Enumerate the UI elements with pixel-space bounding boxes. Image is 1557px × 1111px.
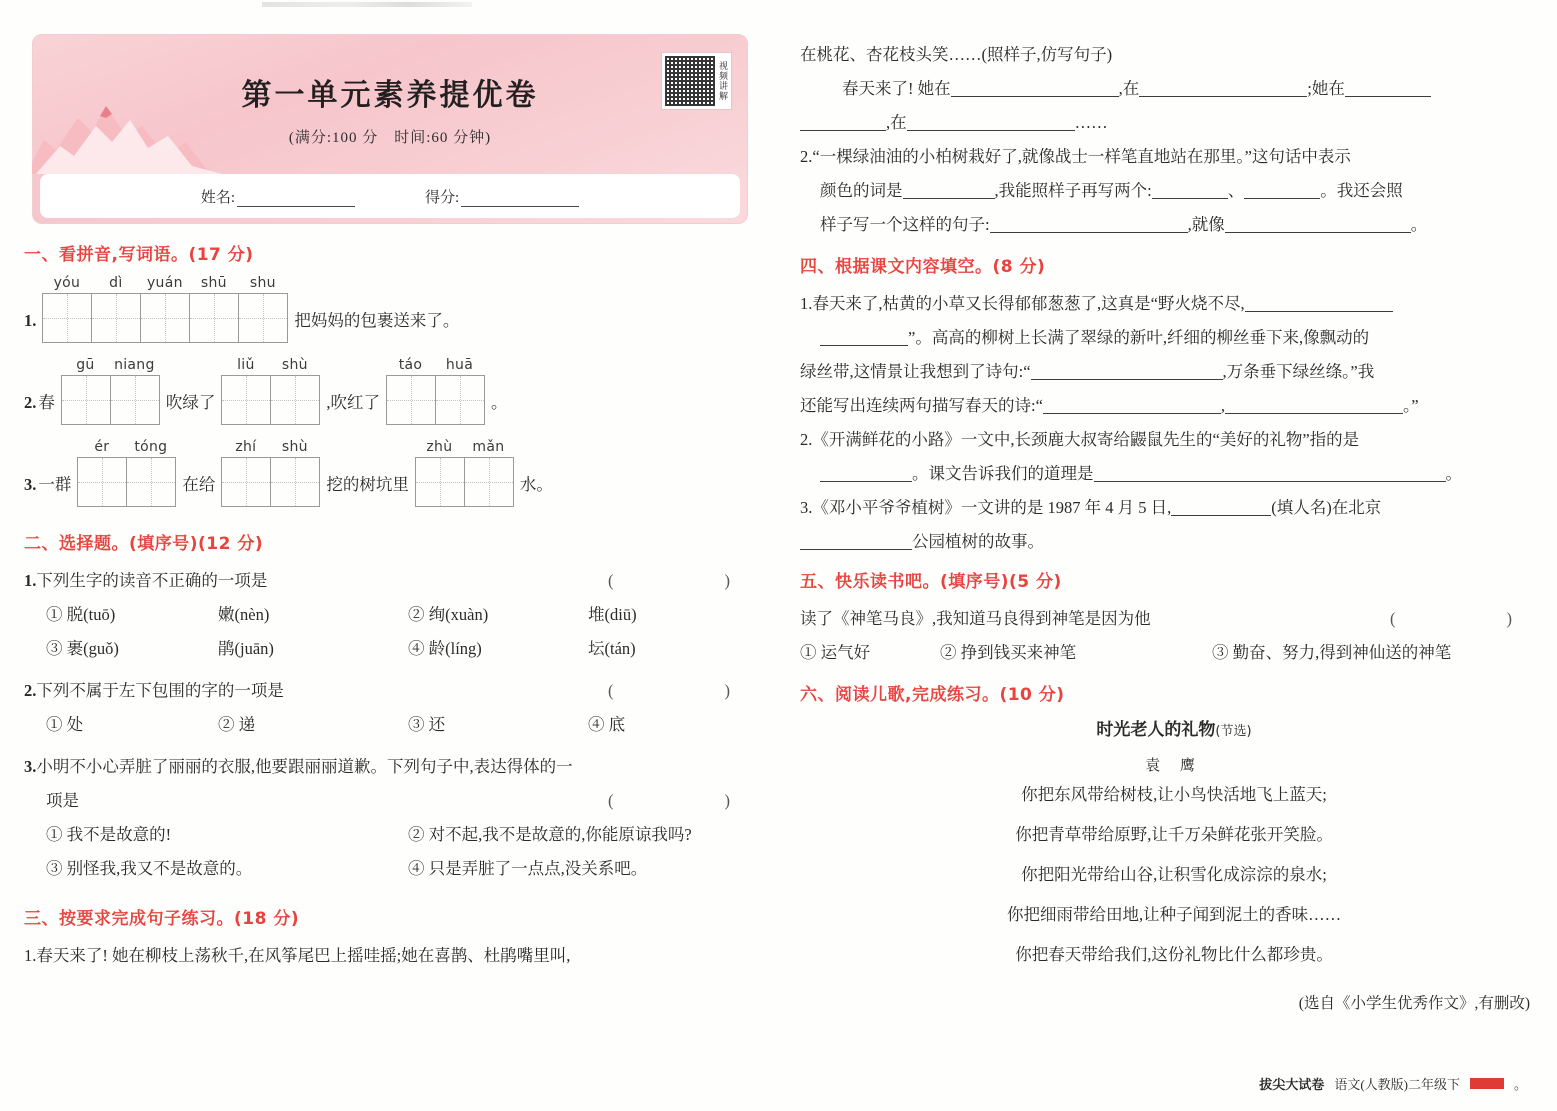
answer-blank[interactable] bbox=[1043, 397, 1221, 414]
s1-q2-grid-unit-3 bbox=[386, 357, 485, 425]
score-label: 得分: bbox=[425, 189, 460, 206]
paper-header-banner bbox=[32, 34, 748, 224]
answer-blank[interactable] bbox=[1345, 80, 1431, 97]
answer-blank[interactable] bbox=[907, 114, 1075, 131]
pinyin-syllable: shū bbox=[200, 275, 227, 291]
pinyin-syllable: yuán bbox=[146, 275, 183, 291]
s1-q2-pinyin-1 bbox=[61, 357, 160, 373]
answer-blank[interactable] bbox=[1152, 182, 1228, 199]
name-input[interactable] bbox=[237, 191, 355, 207]
character-grid[interactable] bbox=[77, 457, 176, 507]
option-item[interactable]: ③ 勤奋、努力,得到神仙送的神笔 bbox=[1212, 643, 1452, 662]
answer-parenthesis[interactable]: ( ) bbox=[608, 681, 756, 700]
pinyin-syllable: shù bbox=[281, 357, 308, 373]
s2-q3-text-cont: 项是 bbox=[46, 791, 79, 810]
s1-q3-after-2: 挖的树坑里 bbox=[326, 475, 409, 494]
s4-q1-l4b: , bbox=[1220, 396, 1226, 415]
answer-blank[interactable] bbox=[820, 329, 908, 346]
pinyin-syllable: ér bbox=[94, 439, 110, 455]
character-grid[interactable] bbox=[415, 457, 514, 507]
poem-line: 你把春天带给我们,这份礼物比什么都珍贵。 bbox=[1015, 945, 1333, 964]
s1-q3-grid-unit-3 bbox=[415, 439, 514, 507]
s4-q1-l2a: ”。高高的柳树上长满了翠绿的新叶,纤细的柳丝垂下来,像飘动的 bbox=[908, 328, 1370, 347]
right-column bbox=[800, 0, 1548, 1111]
pinyin-syllable: liǔ bbox=[237, 357, 255, 373]
option-item[interactable]: 鹃(juān) bbox=[218, 639, 274, 658]
option-item[interactable]: ④ 底 bbox=[588, 715, 626, 734]
character-grid[interactable] bbox=[61, 375, 160, 425]
grid-cell[interactable] bbox=[190, 294, 239, 342]
answer-blank[interactable] bbox=[1171, 499, 1271, 516]
s5-stem-text: 读了《神笔马良》,我知道马良得到神笔是因为他 bbox=[800, 609, 1151, 628]
answer-blank[interactable] bbox=[1225, 397, 1403, 414]
s3-q2-l2b: ,我能照样子再写两个: bbox=[994, 181, 1152, 200]
s3-q2-l2c: 、 bbox=[1227, 181, 1245, 200]
s1-q2-grid-unit-1 bbox=[61, 357, 160, 425]
option-item[interactable]: ② 递 bbox=[218, 715, 256, 734]
s2-q3-options-row-2 bbox=[46, 852, 766, 886]
s3-q2-l2a: 颜色的词是 bbox=[820, 181, 903, 200]
grid-cell[interactable] bbox=[271, 376, 319, 424]
section-heading-four: 四、根据课文内容填空。(8 分) bbox=[800, 257, 1046, 277]
s1-q1-number: 1. bbox=[24, 311, 37, 330]
character-grid[interactable] bbox=[221, 457, 320, 507]
s1-q1-pinyin bbox=[42, 275, 288, 291]
s5-stem bbox=[800, 602, 1548, 636]
s3-q1-l3b: ,在 bbox=[1118, 79, 1140, 98]
pinyin-syllable: tóng bbox=[134, 439, 168, 455]
qr-code-label: 视频讲解 bbox=[718, 61, 728, 101]
section-heading-five: 五、快乐读书吧。(填序号)(5 分) bbox=[800, 572, 1062, 592]
page-title: 第一单元素养提优卷 bbox=[241, 78, 539, 113]
answer-blank[interactable] bbox=[800, 533, 912, 550]
answer-parenthesis[interactable]: ( ) bbox=[1390, 609, 1538, 628]
s1-q3-grid-unit-2 bbox=[221, 439, 320, 507]
pinyin-syllable: yóu bbox=[53, 275, 81, 291]
s2-q3-text: 小明不小心弄脏了丽丽的衣服,他要跟丽丽道歉。下列句子中,表达得体的一 bbox=[36, 757, 573, 776]
s2-q2-text: 下列不属于左下包围的字的一项是 bbox=[36, 681, 284, 700]
option-item[interactable]: 坛(tán) bbox=[588, 639, 636, 658]
footer-meta: 语文(人教版)二年级下 bbox=[1334, 1077, 1460, 1092]
option-item[interactable]: ③ 还 bbox=[408, 715, 446, 734]
option-item[interactable]: ② 绚(xuàn) bbox=[408, 605, 489, 624]
grid-cell[interactable] bbox=[222, 458, 271, 506]
poem-line: 你把细雨带给田地,让种子闻到泥土的香味…… bbox=[1006, 905, 1342, 924]
s4-q3-l1b: (填人名)在北京 bbox=[1271, 498, 1382, 517]
s4-q1-l4c: 。” bbox=[1403, 396, 1419, 415]
pinyin-syllable: huā bbox=[445, 357, 474, 373]
s2-question-2 bbox=[24, 674, 766, 708]
redaction-mark-icon bbox=[1470, 1078, 1504, 1089]
pinyin-syllable: zhí bbox=[235, 439, 257, 455]
s1-q2-number: 2. bbox=[24, 393, 37, 412]
pinyin-syllable: shu bbox=[249, 275, 276, 291]
s2-q2-options-row bbox=[46, 708, 766, 742]
s3-question-1-line-1: 1.春天来了! 她在柳枝上荡秋千,在风筝尾巴上摇哇摇;她在喜鹊、杜鹃嘴里叫, bbox=[24, 946, 571, 965]
character-grid[interactable] bbox=[386, 375, 485, 425]
option-item[interactable]: ① 运气好 bbox=[800, 643, 871, 662]
grid-cell[interactable] bbox=[387, 376, 436, 424]
answer-blank[interactable] bbox=[990, 216, 1188, 233]
s4-question-1-line-2 bbox=[800, 321, 1548, 355]
answer-blank[interactable] bbox=[1031, 363, 1223, 380]
s3-question-2-line-2 bbox=[800, 174, 1548, 208]
s4-q1-l1: 1.春天来了,枯黄的小草又长得郁郁葱葱了,这真是“野火烧不尽, bbox=[800, 294, 1245, 313]
s2-question-3-line-1 bbox=[24, 750, 766, 784]
poem-source: (选自《小学生优秀作文》,有删改) bbox=[1298, 995, 1530, 1012]
s5-options-row bbox=[800, 636, 1548, 670]
s1-q3-after-1: 在给 bbox=[182, 475, 216, 494]
s1-q3-number: 3. bbox=[24, 475, 37, 494]
option-item[interactable]: ③ 裹(guǒ) bbox=[46, 639, 119, 658]
s3-q1-l3a: 春天来了! 她在 bbox=[842, 79, 951, 98]
s4-question-2-line-2 bbox=[800, 457, 1548, 491]
left-column bbox=[18, 0, 766, 1111]
score-input[interactable] bbox=[461, 191, 579, 207]
s3-q2-l3a: 样子写一个这样的句子: bbox=[820, 215, 990, 234]
grid-cell[interactable] bbox=[111, 376, 159, 424]
s1-q2-pinyin-2 bbox=[221, 357, 320, 373]
option-item[interactable]: ④ 只是弄脏了一点点,没关系吧。 bbox=[408, 859, 648, 878]
s3-q2-l3b: ,就像 bbox=[1187, 215, 1225, 234]
pinyin-syllable: mǎn bbox=[472, 439, 505, 455]
poem-title bbox=[800, 715, 1548, 740]
s2-q1-options-row-1 bbox=[46, 598, 766, 632]
s4-question-1-line-4 bbox=[800, 389, 1548, 423]
s3-question-1-line-4 bbox=[800, 106, 1548, 140]
option-item[interactable]: ① 处 bbox=[46, 715, 84, 734]
s2-q2-number: 2. bbox=[24, 681, 37, 700]
answer-blank[interactable] bbox=[951, 80, 1119, 97]
grid-cell[interactable] bbox=[465, 458, 513, 506]
option-item[interactable]: ③ 别怪我,我又不是故意的。 bbox=[46, 859, 253, 878]
s1-question-3 bbox=[24, 439, 766, 507]
pinyin-syllable: zhù bbox=[426, 439, 453, 455]
pinyin-syllable: gū bbox=[76, 357, 95, 373]
section-heading-two: 二、选择题。(填序号)(12 分) bbox=[24, 534, 264, 554]
answer-blank[interactable] bbox=[903, 182, 995, 199]
s2-q3-options-row-1 bbox=[46, 818, 766, 852]
s1-q1-tail: 把妈妈的包裹送来了。 bbox=[294, 311, 460, 330]
s4-q3-l1a: 3.《邓小平爷爷植树》一文讲的是 1987 年 4 月 5 日, bbox=[800, 498, 1172, 517]
s4-q2-l2a: 。课文告诉我们的道理是 bbox=[912, 464, 1094, 483]
qr-code-block[interactable] bbox=[661, 52, 732, 110]
s1-question-1 bbox=[24, 275, 766, 343]
section-heading-one: 一、看拼音,写词语。(17 分) bbox=[24, 245, 254, 265]
s2-q1-text: 下列生字的读音不正确的一项是 bbox=[36, 571, 268, 590]
poem-title-note: (节选) bbox=[1215, 724, 1252, 739]
poem-line: 你把青草带给原野,让千万朵鲜花张开笑脸。 bbox=[1015, 825, 1333, 844]
answer-parenthesis[interactable]: ( ) bbox=[608, 571, 756, 590]
s1-q3-pinyin-3 bbox=[415, 439, 514, 455]
s3-q1-l3c: ;她在 bbox=[1307, 79, 1345, 98]
grid-cell[interactable] bbox=[92, 294, 141, 342]
s4-question-3-line-1 bbox=[800, 491, 1548, 525]
section-heading-three: 三、按要求完成句子练习。(18 分) bbox=[24, 909, 300, 929]
grid-cell[interactable] bbox=[127, 458, 175, 506]
option-item[interactable]: ① 我不是故意的! bbox=[46, 825, 172, 844]
pinyin-syllable: niang bbox=[114, 357, 155, 373]
grid-cell[interactable] bbox=[78, 458, 127, 506]
s4-q1-l3b: ,万条垂下绿丝绦。”我 bbox=[1222, 362, 1375, 381]
s2-q1-number: 1. bbox=[24, 571, 37, 590]
s3-q2-l3c: 。 bbox=[1410, 215, 1428, 234]
section-heading-six: 六、阅读儿歌,完成练习。(10 分) bbox=[800, 685, 1065, 705]
option-item[interactable]: ④ 龄(líng) bbox=[408, 639, 482, 658]
s1-q3-pinyin-1 bbox=[77, 439, 176, 455]
character-grid[interactable] bbox=[42, 293, 288, 343]
s1-q2-lead: 春 bbox=[38, 393, 55, 412]
grid-cell[interactable] bbox=[141, 294, 190, 342]
grid-cell[interactable] bbox=[416, 458, 465, 506]
s1-q2-grid-unit-2 bbox=[221, 357, 320, 425]
character-grid[interactable] bbox=[221, 375, 320, 425]
student-info-bar bbox=[40, 174, 740, 218]
answer-blank[interactable] bbox=[1245, 295, 1393, 312]
s1-q2-after-2: ,吹红了 bbox=[326, 393, 380, 412]
name-label: 姓名: bbox=[200, 189, 235, 206]
s3-question-2-line-1: 2.“一棵绿油油的小柏树栽好了,就像战士一样笔直地站在那里。”这句话中表示 bbox=[800, 147, 1351, 166]
pinyin-syllable: táo bbox=[398, 357, 423, 373]
s4-question-2-line-1: 2.《开满鲜花的小路》一文中,长颈鹿大叔寄给鼹鼠先生的“美好的礼物”指的是 bbox=[800, 430, 1360, 449]
grid-cell[interactable] bbox=[239, 294, 287, 342]
s4-question-1-line-1 bbox=[800, 287, 1548, 321]
s3-question-1-line-2: 在桃花、杏花枝头笑……(照样子,仿写句子) bbox=[800, 45, 1113, 64]
s1-q3-grid-unit-1 bbox=[77, 439, 176, 507]
answer-parenthesis[interactable]: ( ) bbox=[608, 791, 756, 810]
s1-q2-pinyin-3 bbox=[386, 357, 485, 373]
paper-subtitle: (满分:100 分 时间:60 分钟) bbox=[288, 130, 492, 146]
option-item[interactable]: ② 对不起,我不是故意的,你能原谅我吗? bbox=[408, 825, 692, 844]
s2-question-1 bbox=[24, 564, 766, 598]
grid-cell[interactable] bbox=[436, 376, 484, 424]
answer-blank[interactable] bbox=[1139, 80, 1307, 97]
answer-blank[interactable] bbox=[1225, 216, 1411, 233]
grid-cell[interactable] bbox=[62, 376, 111, 424]
score-field bbox=[425, 186, 579, 207]
answer-blank[interactable] bbox=[820, 465, 912, 482]
footer-tail: 。 bbox=[1513, 1077, 1527, 1092]
footer-brand: 拔尖大试卷 bbox=[1259, 1078, 1325, 1093]
s2-q1-options-row-2 bbox=[46, 632, 766, 666]
s4-q3-l2: 公园植树的故事。 bbox=[912, 532, 1044, 551]
poem-title-main: 时光老人的礼物 bbox=[1096, 720, 1216, 740]
answer-blank[interactable] bbox=[800, 114, 886, 131]
s1-q3-pinyin-2 bbox=[221, 439, 320, 455]
pinyin-syllable: shù bbox=[281, 439, 308, 455]
s4-q2-l2b: 。 bbox=[1445, 464, 1462, 483]
grid-cell[interactable] bbox=[271, 458, 319, 506]
page-footer bbox=[1259, 1074, 1527, 1093]
s3-question-1-line-3 bbox=[800, 72, 1548, 106]
option-item[interactable]: ② 挣到钱买来神笔 bbox=[940, 643, 1077, 662]
option-item[interactable]: ① 脱(tuō) bbox=[46, 605, 116, 624]
s1-q2-after-3: 。 bbox=[491, 393, 508, 412]
answer-blank[interactable] bbox=[1094, 465, 1446, 482]
qr-code-icon[interactable] bbox=[665, 56, 715, 106]
s4-question-1-line-3 bbox=[800, 355, 1548, 389]
grid-cell[interactable] bbox=[43, 294, 92, 342]
poem-author: 袁 鹰 bbox=[1145, 758, 1203, 774]
s3-q1-l4b: …… bbox=[1074, 113, 1108, 132]
option-item[interactable]: 堆(diū) bbox=[588, 605, 637, 624]
s3-q2-l2d: 。我还会照 bbox=[1320, 181, 1403, 200]
poem-line: 你把东风带给树枝,让小鸟快活地飞上蓝天; bbox=[1021, 785, 1327, 804]
s1-q3-lead: 一群 bbox=[38, 475, 72, 494]
option-item[interactable]: 嫩(nèn) bbox=[218, 605, 270, 624]
answer-blank[interactable] bbox=[1244, 182, 1320, 199]
s3-q1-l4a: ,在 bbox=[886, 113, 907, 132]
s1-q3-after-3: 水。 bbox=[519, 475, 553, 494]
s1-q1-grid-unit bbox=[42, 275, 288, 343]
name-field bbox=[201, 186, 355, 207]
s4-question-3-line-2 bbox=[800, 525, 1548, 559]
poem-line: 你把阳光带给山谷,让积雪化成淙淙的泉水; bbox=[1021, 865, 1327, 884]
pinyin-syllable: dì bbox=[109, 275, 123, 291]
s1-question-2 bbox=[24, 357, 766, 425]
s2-question-3-line-2 bbox=[46, 784, 766, 818]
s1-q2-after-1: 吹绿了 bbox=[165, 393, 216, 412]
s2-q3-number: 3. bbox=[24, 757, 37, 776]
grid-cell[interactable] bbox=[222, 376, 271, 424]
s3-question-2-line-3 bbox=[800, 208, 1548, 242]
s4-q1-l3a: 绿丝带,这情景让我想到了诗句:“ bbox=[800, 362, 1031, 381]
s4-q1-l4a: 还能写出连续两句描写春天的诗:“ bbox=[800, 396, 1043, 415]
